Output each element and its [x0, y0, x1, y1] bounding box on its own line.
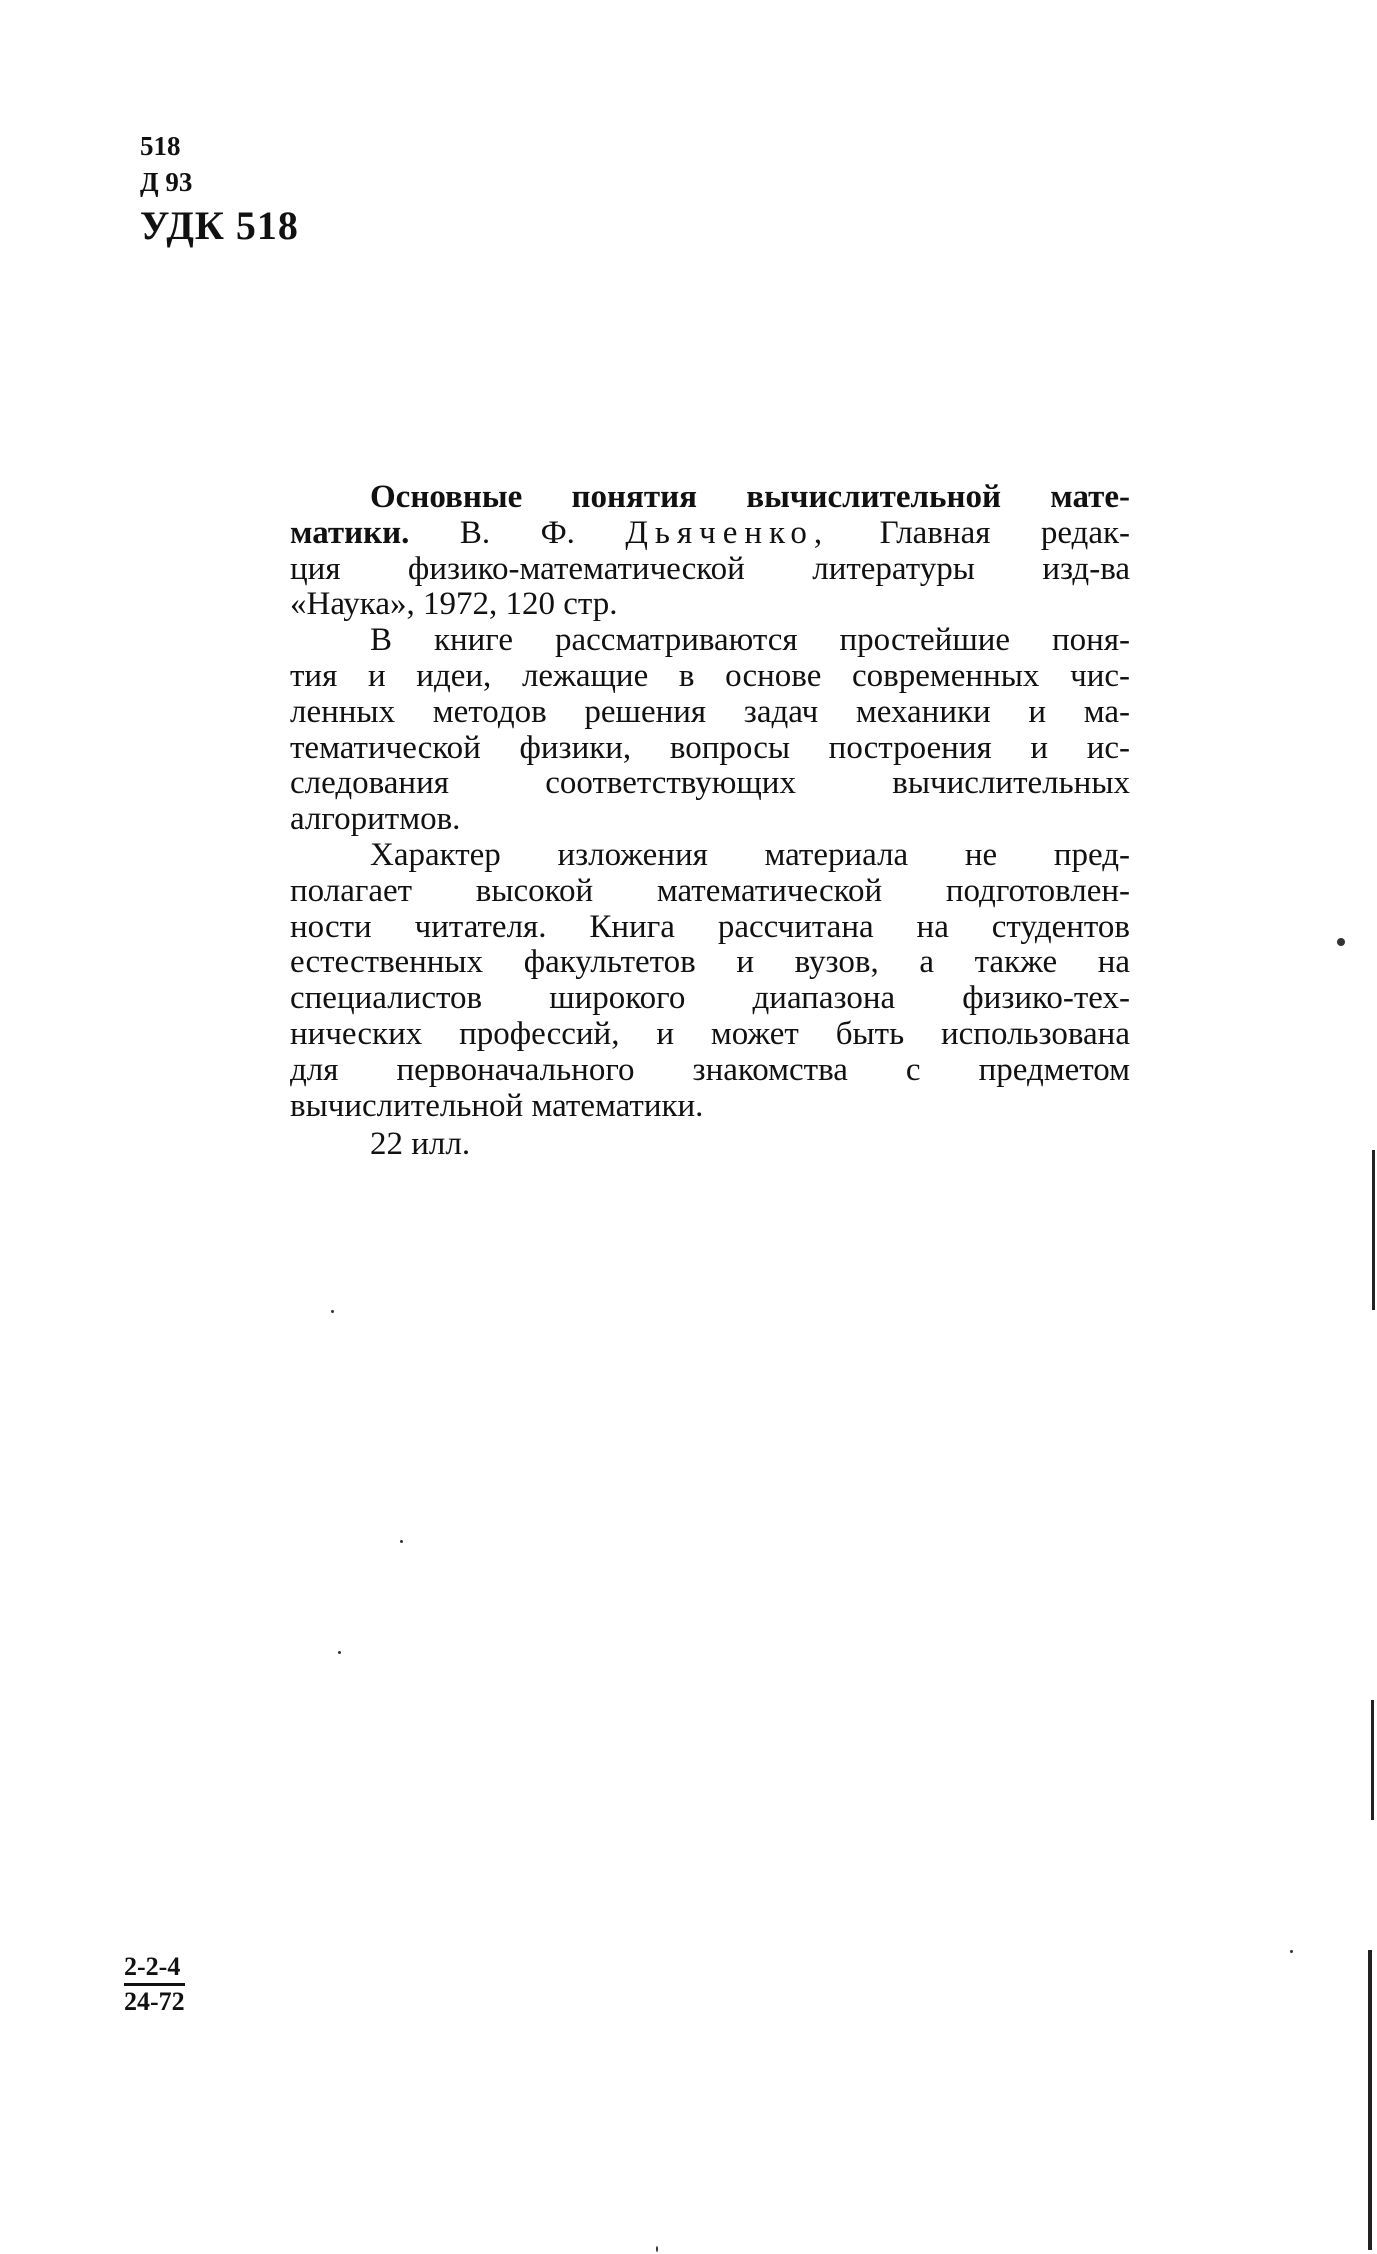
- illustrations-count: 22 илл.: [370, 1126, 471, 1163]
- scan-speck: [331, 1310, 334, 1313]
- title-author-line: [290, 516, 1130, 552]
- paragraph-line: вычислительной математики.: [290, 1087, 704, 1124]
- book-title-part2: матики.: [290, 514, 410, 551]
- print-code-fraction: [124, 1952, 185, 2017]
- author-mark: Д 93: [140, 167, 193, 197]
- udk-code: УДК 518: [140, 203, 299, 248]
- publisher-line: ция физико-математической литературы изд-ва: [290, 550, 1130, 587]
- paragraph-line: Характер изложения материала не пред-: [370, 836, 1130, 873]
- classification-code: 518: [140, 131, 181, 161]
- bibliographic-entry: [290, 480, 1130, 623]
- paragraph-line: В книге рассматриваются простейшие поня-: [370, 622, 1130, 659]
- fraction-denominator: 24-72: [124, 1987, 185, 2016]
- paragraph-line: полагает высокой математической подготовлен-: [290, 872, 1130, 909]
- publication-details: «Наука», 1972, 120 стр.: [290, 586, 618, 623]
- scan-edge-mark-3: [1368, 1950, 1372, 2250]
- paragraph-line: нических профессий, и может быть использована: [290, 1015, 1130, 1052]
- scan-speck: [338, 1651, 341, 1654]
- paragraph-line: следования соответствующих вычислительных: [290, 765, 1130, 802]
- paragraph-line: для первоначального знакомства с предметом: [290, 1051, 1130, 1088]
- book-title-part1: Основные понятия вычислительной мате-: [370, 479, 1130, 515]
- publisher-part1: Главная редак-: [879, 514, 1131, 551]
- scan-edge-mark-2: [1371, 1700, 1374, 1820]
- scan-speck: [1337, 938, 1345, 946]
- scan-speck: [400, 1540, 403, 1543]
- paragraph-line: естественных факультетов и вузов, а также на: [290, 944, 1130, 981]
- scan-speck: [1290, 1950, 1293, 1953]
- fraction-numerator: 2-2-4: [124, 1952, 185, 1986]
- paragraph-line: тематической физики, вопросы построения и ис-: [290, 729, 1130, 766]
- scan-speck: [656, 2246, 658, 2252]
- paragraph-line: алгоритмов.: [290, 801, 461, 838]
- description-paragraph-2: [290, 838, 1130, 1124]
- paragraph-line: специалистов широкого диапазона физико-тех-: [290, 980, 1130, 1017]
- scan-edge-mark-1: [1372, 1150, 1375, 1310]
- paragraph-line: тия и идеи, лежащие в основе современных чис-: [290, 657, 1130, 694]
- title-line: [290, 480, 1130, 516]
- paragraph-line: ности читателя. Книга рассчитана на студентов: [290, 908, 1130, 945]
- author-surname: Дьяченко,: [625, 514, 830, 551]
- author-initials: В. Ф.: [459, 514, 575, 551]
- book-annotation: [290, 480, 1130, 1162]
- description-paragraph-1: [290, 623, 1130, 838]
- catalog-codes: [140, 128, 299, 252]
- paragraph-line: ленных методов решения задач механики и ма-: [290, 693, 1130, 730]
